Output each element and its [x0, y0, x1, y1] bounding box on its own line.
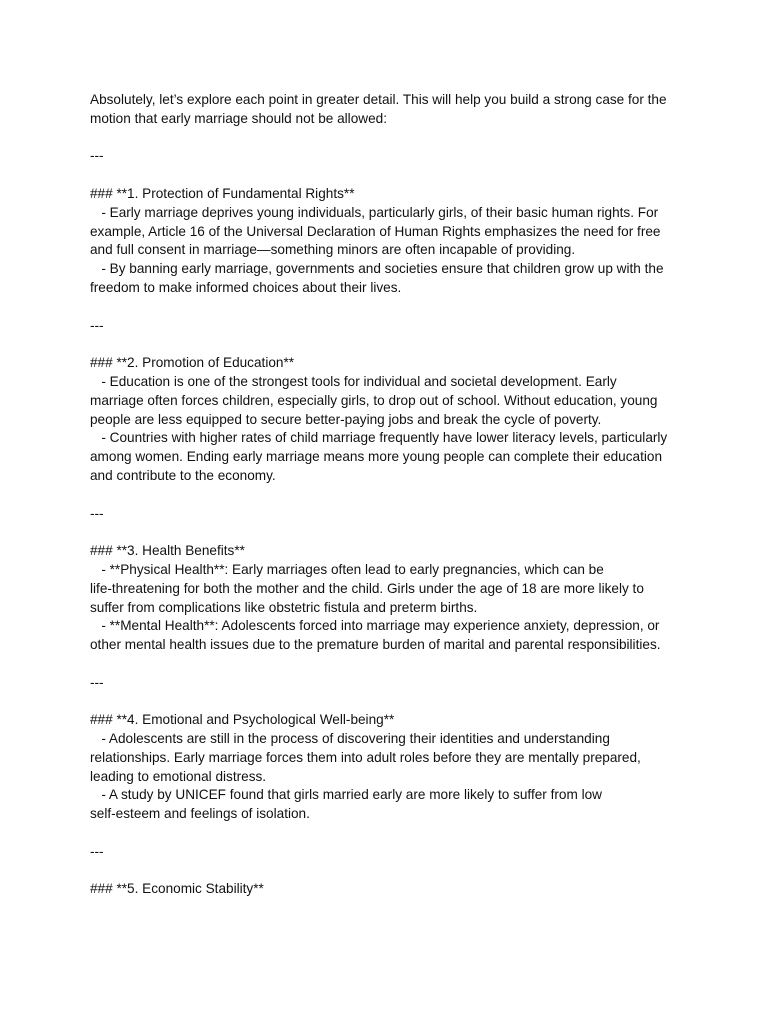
section-line: among women. Ending early marriage means more young people can complete their education	[90, 449, 663, 465]
section-line: people are less equipped to secure better-paying jobs and break the cycle of poverty.	[90, 411, 602, 427]
section-line: - **Mental Health**: Adolescents forced into marriage may experience anxiety, depression, or	[90, 618, 660, 634]
section-heading: ### **5. Economic Stability**	[90, 881, 264, 897]
intro-line: Absolutely, let’s explore each point in greater detail. This will help you build a strong case for the	[90, 92, 667, 107]
section-line: - Countries with higher rates of child marriage frequently have lower literacy levels, particularly	[90, 430, 668, 446]
document-body	[90, 91, 690, 899]
section-line: suffer from complications like obstetric fistula and preterm births.	[90, 599, 478, 615]
section-line: self-esteem and feelings of isolation.	[90, 806, 310, 822]
separator: ---	[90, 843, 104, 859]
section-line: example, Article 16 of the Universal Declaration of Human Rights emphasizes the need for free	[90, 223, 661, 239]
section-heading: ### **2. Promotion of Education**	[90, 355, 295, 371]
section-line: - A study by UNICEF found that girls married early are more likely to suffer from low	[90, 787, 602, 803]
intro-line: motion that early marriage should not be allowed:	[90, 110, 387, 126]
section-line: relationships. Early marriage forces them into adult roles before they are mentally prepared,	[90, 749, 641, 765]
section-line: and full consent in marriage—something minors are often incapable of providing.	[90, 242, 576, 258]
section-heading: ### **3. Health Benefits**	[90, 543, 245, 559]
section-line: marriage often forces children, especially girls, to drop out of school. Without education, young	[90, 392, 658, 408]
section-line: - Adolescents are still in the process of discovering their identities and understanding	[90, 731, 610, 747]
section-line: - Early marriage deprives young individuals, particularly girls, of their basic human rights. For	[90, 204, 659, 220]
section-line: other mental health issues due to the premature burden of marital and parental responsibilities.	[90, 637, 661, 653]
separator: ---	[90, 317, 104, 333]
section-heading: ### **4. Emotional and Psychological Well-being**	[90, 712, 395, 728]
section-line: and contribute to the economy.	[90, 467, 276, 483]
section-heading: ### **1. Protection of Fundamental Rights**	[90, 185, 355, 201]
separator: ---	[90, 148, 104, 164]
section-line: - By banning early marriage, governments and societies ensure that children grow up with the	[90, 261, 664, 277]
section-line: leading to emotional distress.	[90, 768, 267, 784]
separator: ---	[90, 505, 104, 521]
separator: ---	[90, 674, 104, 690]
section-line: - Education is one of the strongest tools for individual and societal development. Early	[90, 373, 617, 389]
section-line: freedom to make informed choices about their lives.	[90, 279, 402, 295]
section-line: life-threatening for both the mother and the child. Girls under the age of 18 are more likely to	[90, 580, 644, 596]
section-line: - **Physical Health**: Early marriages often lead to early pregnancies, which can be	[90, 561, 604, 577]
